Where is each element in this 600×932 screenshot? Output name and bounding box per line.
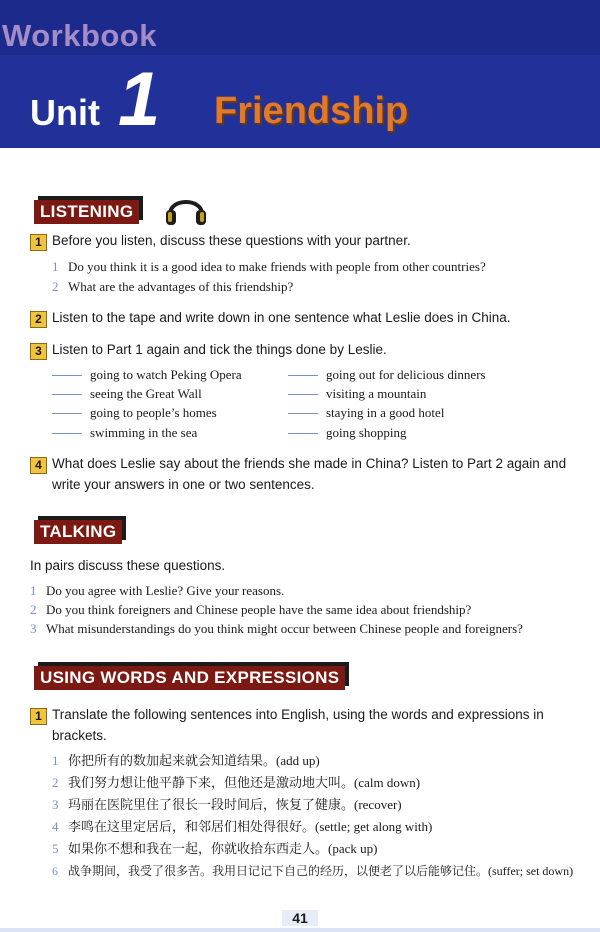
words-question-1-line: brackets. <box>52 728 107 743</box>
unit-banner <box>0 0 600 148</box>
list-item: 1 你把所有的数加起来就会知道结果。(add up) <box>52 753 320 768</box>
listening-section-tag: LISTENING <box>34 200 139 224</box>
list-item: 3 What misunderstandings do you think might occur between Chinese people and foreigners? <box>30 621 523 636</box>
listening-question-1: Before you listen, discuss these questions with your partner. <box>52 233 411 248</box>
talking-section-tag: TALKING <box>34 520 122 544</box>
list-item: 1 Do you agree with Leslie? Give your reasons. <box>30 583 285 598</box>
answer-blank[interactable] <box>288 433 318 434</box>
answer-blank[interactable] <box>52 394 82 395</box>
page-number: 41 <box>282 910 318 926</box>
listening-question-3: Listen to Part 1 again and tick the things done by Leslie. <box>52 342 387 357</box>
answer-blank[interactable] <box>288 375 318 376</box>
tick-item: visiting a mountain <box>288 385 426 403</box>
answer-blank[interactable] <box>288 394 318 395</box>
list-item: 5 如果你不想和我在一起，你就收拾东西走人。(pack up) <box>52 841 378 856</box>
answer-blank[interactable] <box>52 413 82 414</box>
question-number-box: 3 <box>30 343 47 360</box>
answer-blank[interactable] <box>288 413 318 414</box>
unit-title: Friendship <box>214 90 409 132</box>
question-number-box: 4 <box>30 457 47 474</box>
list-item: 3 玛丽在医院里住了很长一段时间后，恢复了健康。(recover) <box>52 797 402 812</box>
talking-intro: In pairs discuss these questions. <box>30 558 226 573</box>
question-number-box: 1 <box>30 708 47 725</box>
list-item: 2 What are the advantages of this friendship? <box>52 279 294 294</box>
tick-item: staying in a good hotel <box>288 404 444 422</box>
list-item: 4 李鸣在这里定居后，和邻居们相处得很好。(settle; get along with) <box>52 819 433 834</box>
tick-item: seeing the Great Wall <box>52 385 202 403</box>
listening-question-2: Listen to the tape and write down in one sentence what Leslie does in China. <box>52 310 511 325</box>
tick-item: going to watch Peking Opera <box>52 366 242 384</box>
tick-item: going out for delicious dinners <box>288 366 486 384</box>
tick-item: swimming in the sea <box>52 424 197 442</box>
listening-question-4-line: What does Leslie say about the friends she made in China? Listen to Part 2 again and <box>52 456 567 471</box>
question-number-box: 2 <box>30 311 47 328</box>
answer-blank[interactable] <box>52 375 82 376</box>
tick-item: going shopping <box>288 424 407 442</box>
list-item: 1 Do you think it is a good idea to make friends with people from other countries? <box>52 259 486 274</box>
headphones-icon <box>164 190 208 226</box>
words-section-tag: USING WORDS AND EXPRESSIONS <box>34 666 345 690</box>
tick-item: going to people’s homes <box>52 404 217 422</box>
list-item: 2 Do you think foreigners and Chinese people have the same idea about friendship? <box>30 602 472 617</box>
answer-blank[interactable] <box>52 433 82 434</box>
words-question-1-line: Translate the following sentences into English, using the words and expressions in <box>52 707 544 722</box>
listening-question-4-line: write your answers in one or two sentences. <box>52 477 315 492</box>
question-number-box: 1 <box>30 234 47 251</box>
list-item: 2 我们努力想让他平静下来，但他还是激动地大叫。(calm down) <box>52 775 421 790</box>
unit-label: Unit <box>30 92 100 133</box>
footer-divider <box>0 928 600 932</box>
list-item: 6 战争期间，我受了很多苦。我用日记记下自己的经历，以便老了以后能够记住。(suffer; set down) <box>52 864 574 878</box>
workbook-title: Workbook <box>2 18 157 53</box>
unit-number: 1 <box>118 57 161 142</box>
